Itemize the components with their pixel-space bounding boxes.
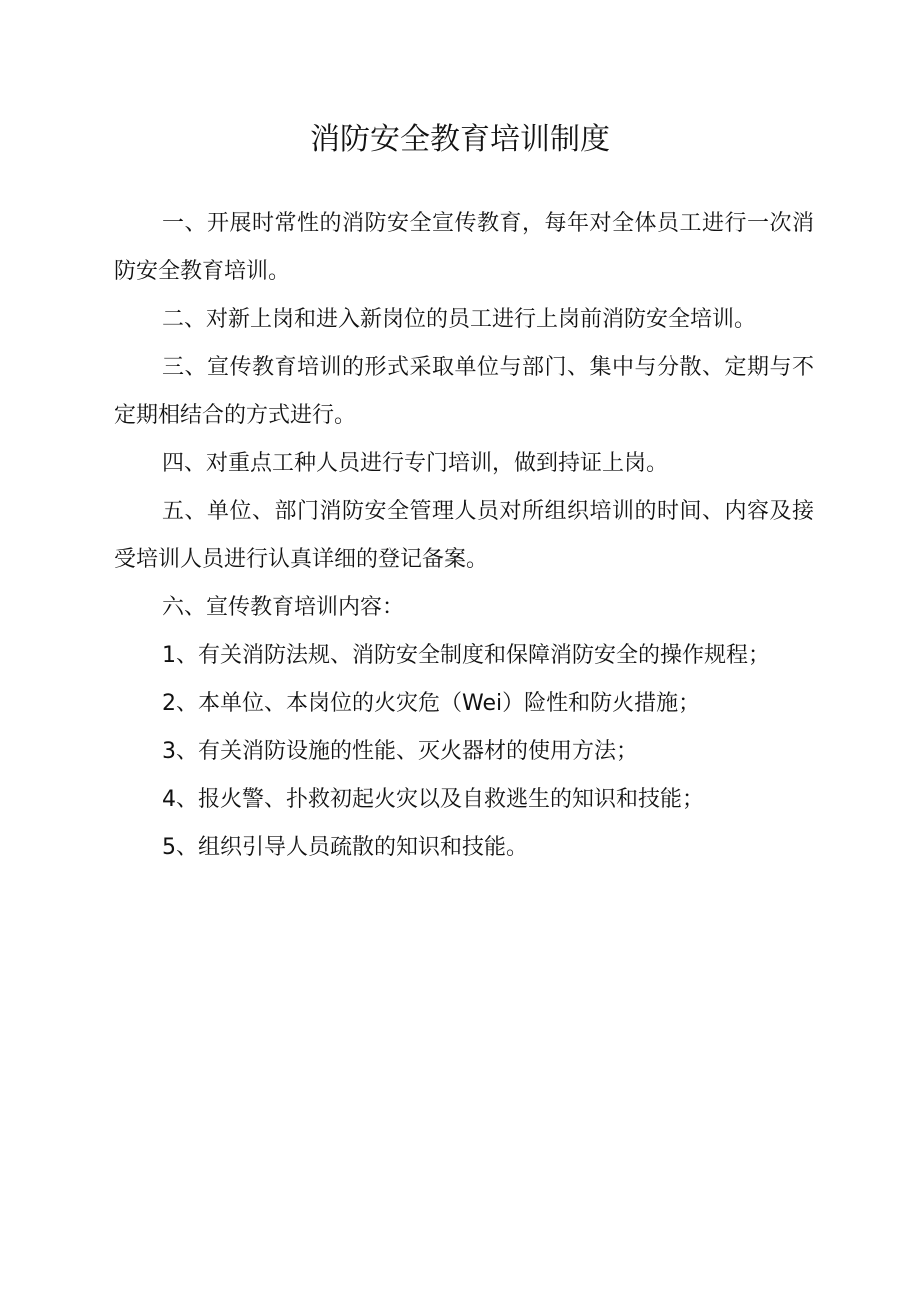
paragraph-3: 三、宣传教育培训的形式采取单位与部门、集中与分散、定期与不定期相结合的方式进行。: [114, 355, 814, 428]
paragraph-2: 二、对新上岗和进入新岗位的员工进行上岗前消防安全培训。: [162, 307, 757, 332]
list-item-4: 4、报火警、扑救初起火灾以及自救逃生的知识和技能；: [162, 787, 704, 812]
paragraph-1: 一、开展时常性的消防安全宣传教育，每年对全体员工进行一次消防安全教育培训。: [114, 211, 814, 284]
list-item-1: 1、有关消防法规、消防安全制度和保障消防安全的操作规程；: [162, 643, 770, 668]
paragraph-4: 四、对重点工种人员进行专门培训，做到持证上岗。: [162, 451, 669, 476]
paragraph-5: 五、单位、部门消防安全管理人员对所组织培训的时间、内容及接受培训人员进行认真详细的登记备案。: [114, 499, 814, 572]
document-title: 消防安全教育培训制度: [310, 122, 610, 158]
list-item-5: 5、组织引导人员疏散的知识和技能。: [162, 835, 528, 860]
paragraph-6: 六、宣传教育培训内容：: [162, 595, 405, 620]
list-item-2: 2、本单位、本岗位的火灾危（Wei）险性和防火措施；: [162, 691, 701, 716]
list-item-3: 3、有关消防设施的性能、灭火器材的使用方法；: [162, 739, 638, 764]
document-body: [114, 200, 814, 872]
